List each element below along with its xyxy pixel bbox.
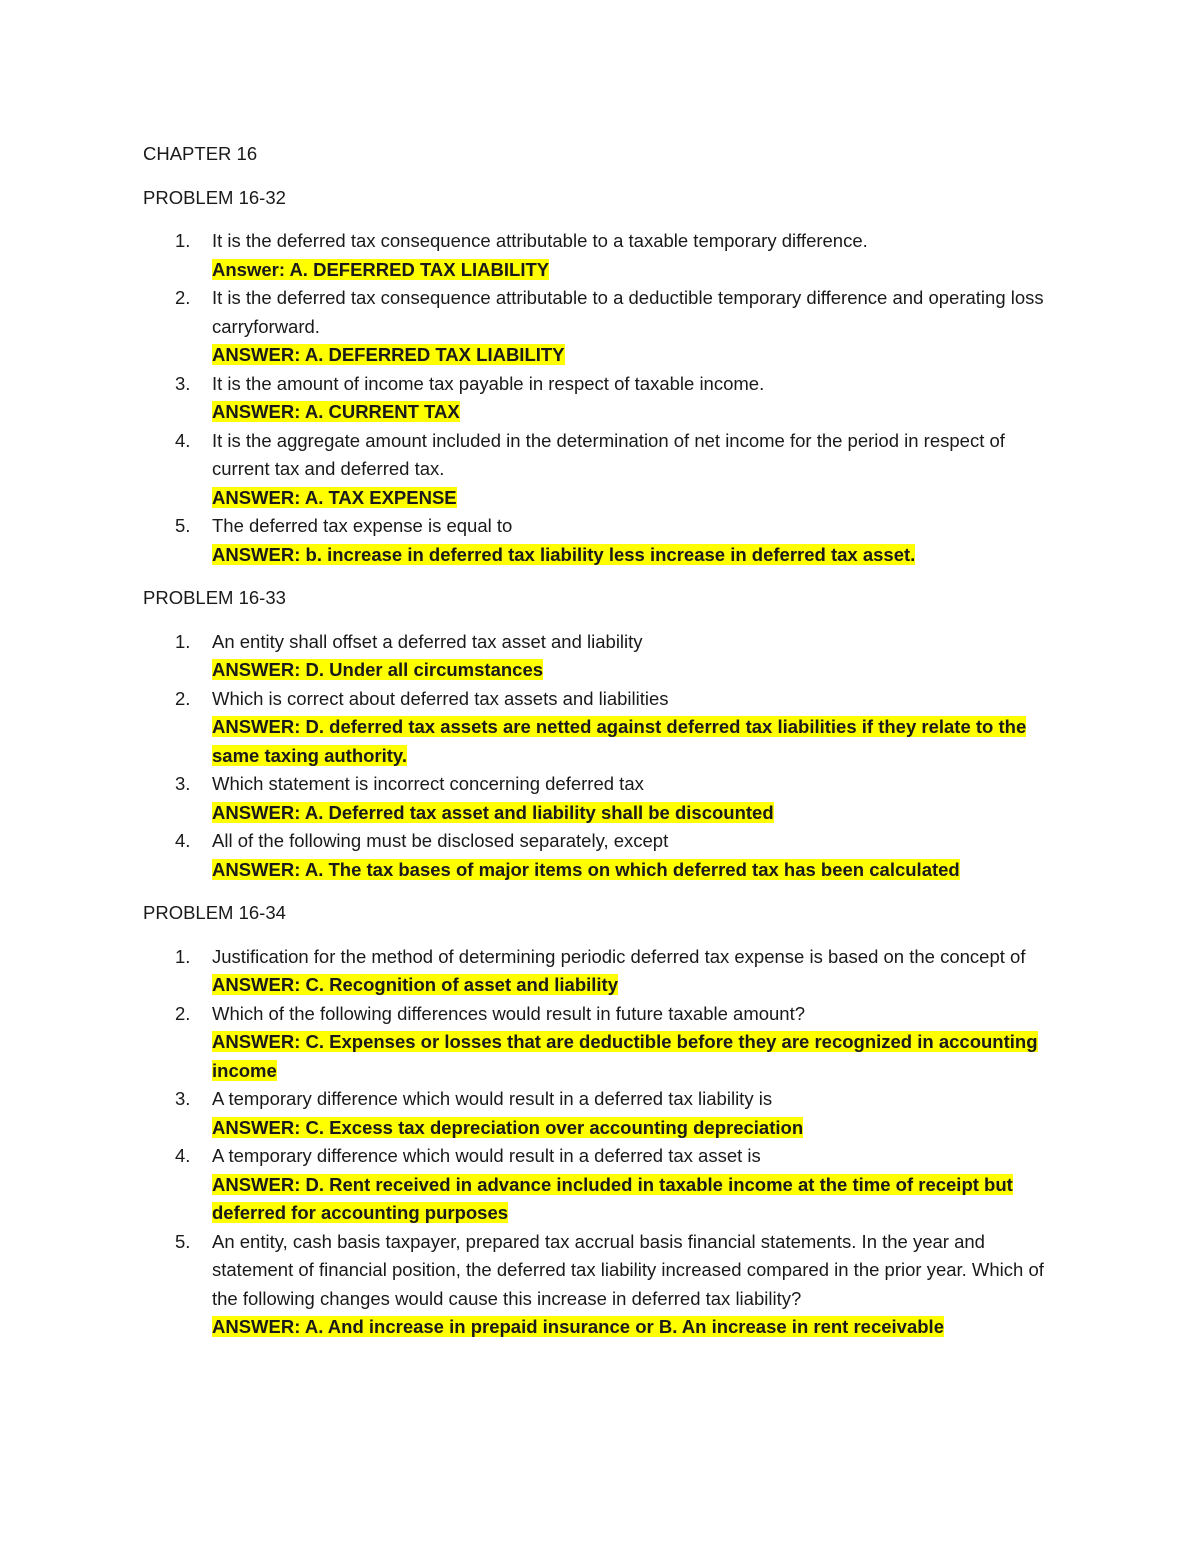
question-list	[143, 943, 1063, 1342]
question-number: 1.	[175, 945, 191, 967]
question-number: 2.	[175, 1002, 191, 1024]
question-text: A temporary difference which would result in a deferred tax asset is	[212, 1145, 761, 1166]
question-number: 3.	[175, 1088, 191, 1109]
question-text: It is the amount of income tax payable in respect of taxable income.	[212, 372, 765, 394]
question-number: 1.	[175, 630, 191, 652]
answer-line	[212, 799, 1063, 828]
problem-section	[143, 584, 1063, 884]
answer-highlight: ANSWER: A. Deferred tax asset and liability shall be discounted	[212, 801, 774, 823]
question-item	[143, 628, 1063, 685]
question-text: It is the aggregate amount included in the determination of net income for the period in respect of current tax and deferred tax.	[212, 429, 1005, 479]
answer-line	[212, 341, 1063, 370]
question-text: An entity shall offset a deferred tax asset and liability	[212, 630, 643, 652]
question-item	[143, 284, 1063, 370]
answer-highlight: ANSWER: C. Recognition of asset and liability	[212, 974, 619, 995]
question-number: 2.	[175, 287, 191, 308]
chapter-title: CHAPTER 16	[143, 143, 258, 164]
answer-line	[212, 1313, 1063, 1342]
question-list	[143, 227, 1063, 569]
problems-container	[143, 184, 1063, 1342]
problem-section	[143, 899, 1063, 1342]
question-item	[143, 370, 1063, 427]
answer-highlight: ANSWER: A. And increase in prepaid insurance or B. An increase in rent receivable	[212, 1316, 944, 1337]
answer-line	[212, 541, 1063, 570]
question-text: Which of the following differences would result in future taxable amount?	[212, 1002, 806, 1024]
answer-line	[212, 1028, 1063, 1085]
question-number: 4.	[175, 1145, 191, 1166]
answer-highlight: ANSWER: D. Under all circumstances	[212, 659, 544, 680]
answer-line	[212, 1114, 1063, 1143]
answer-highlight: ANSWER: D. Rent received in advance included in taxable income at the time of receipt but deferred for accounting purposes	[212, 1173, 1013, 1223]
answer-highlight: ANSWER: A. TAX EXPENSE	[212, 486, 457, 508]
problem-heading: PROBLEM 16-32	[143, 186, 286, 208]
answer-highlight: Answer: A. DEFERRED TAX LIABILITY	[212, 258, 550, 280]
answer-highlight: ANSWER: D. deferred tax assets are netted against deferred tax liabilities if they relate to the same taxing authority.	[212, 716, 1027, 766]
answer-line	[212, 713, 1063, 770]
question-text: It is the deferred tax consequence attributable to a deductible temporary difference and operating loss carryforward.	[212, 287, 1044, 337]
problem-section	[143, 184, 1063, 570]
question-item	[143, 512, 1063, 569]
question-text: An entity, cash basis taxpayer, prepared tax accrual basis financial statements. In the year and statement of financial position, the deferred tax liability increased compared in the prior year. Which of the following changes would cause this increase in deferred tax liability?	[212, 1230, 1044, 1309]
question-item	[143, 943, 1063, 1000]
question-number: 5.	[175, 515, 191, 536]
document-page	[143, 140, 1063, 1357]
question-item	[143, 1228, 1063, 1342]
answer-highlight: ANSWER: A. DEFERRED TAX LIABILITY	[212, 344, 565, 365]
answer-highlight: ANSWER: b. increase in deferred tax liability less increase in deferred tax asset.	[212, 543, 916, 565]
question-number: 4.	[175, 429, 191, 451]
answer-line	[212, 656, 1063, 685]
problem-heading: PROBLEM 16-33	[143, 587, 286, 608]
question-number: 3.	[175, 372, 191, 394]
answer-line	[212, 484, 1063, 513]
question-text: Which is correct about deferred tax assets and liabilities	[212, 687, 669, 709]
question-text: A temporary difference which would result in a deferred tax liability is	[212, 1088, 773, 1109]
answer-line	[212, 256, 1063, 285]
answer-highlight: ANSWER: C. Expenses or losses that are deductible before they are recognized in accounting income	[212, 1031, 1038, 1081]
question-item	[143, 685, 1063, 771]
question-text: The deferred tax expense is equal to	[212, 515, 513, 536]
question-item	[143, 1085, 1063, 1142]
question-list	[143, 628, 1063, 885]
question-item	[143, 1000, 1063, 1086]
question-text: Which statement is incorrect concerning deferred tax	[212, 773, 644, 794]
question-item	[143, 227, 1063, 284]
answer-line	[212, 1171, 1063, 1228]
question-item	[143, 427, 1063, 513]
answer-highlight: ANSWER: A. The tax bases of major items on which deferred tax has been calculated	[212, 858, 960, 880]
answer-line	[212, 856, 1063, 885]
question-number: 4.	[175, 830, 191, 851]
question-item	[143, 827, 1063, 884]
answer-highlight: ANSWER: A. CURRENT TAX	[212, 401, 460, 422]
question-item	[143, 770, 1063, 827]
question-text: It is the deferred tax consequence attributable to a taxable temporary difference.	[212, 230, 868, 251]
answer-highlight: ANSWER: C. Excess tax depreciation over accounting depreciation	[212, 1116, 804, 1138]
question-number: 5.	[175, 1230, 191, 1252]
question-item	[143, 1142, 1063, 1228]
answer-line	[212, 971, 1063, 1000]
question-number: 3.	[175, 773, 191, 794]
question-text: All of the following must be disclosed separately, except	[212, 830, 669, 851]
question-number: 1.	[175, 230, 191, 251]
problem-heading: PROBLEM 16-34	[143, 902, 286, 923]
answer-line	[212, 398, 1063, 427]
question-text: Justification for the method of determining periodic deferred tax expense is based on the concept of	[212, 945, 1026, 967]
question-number: 2.	[175, 687, 191, 709]
